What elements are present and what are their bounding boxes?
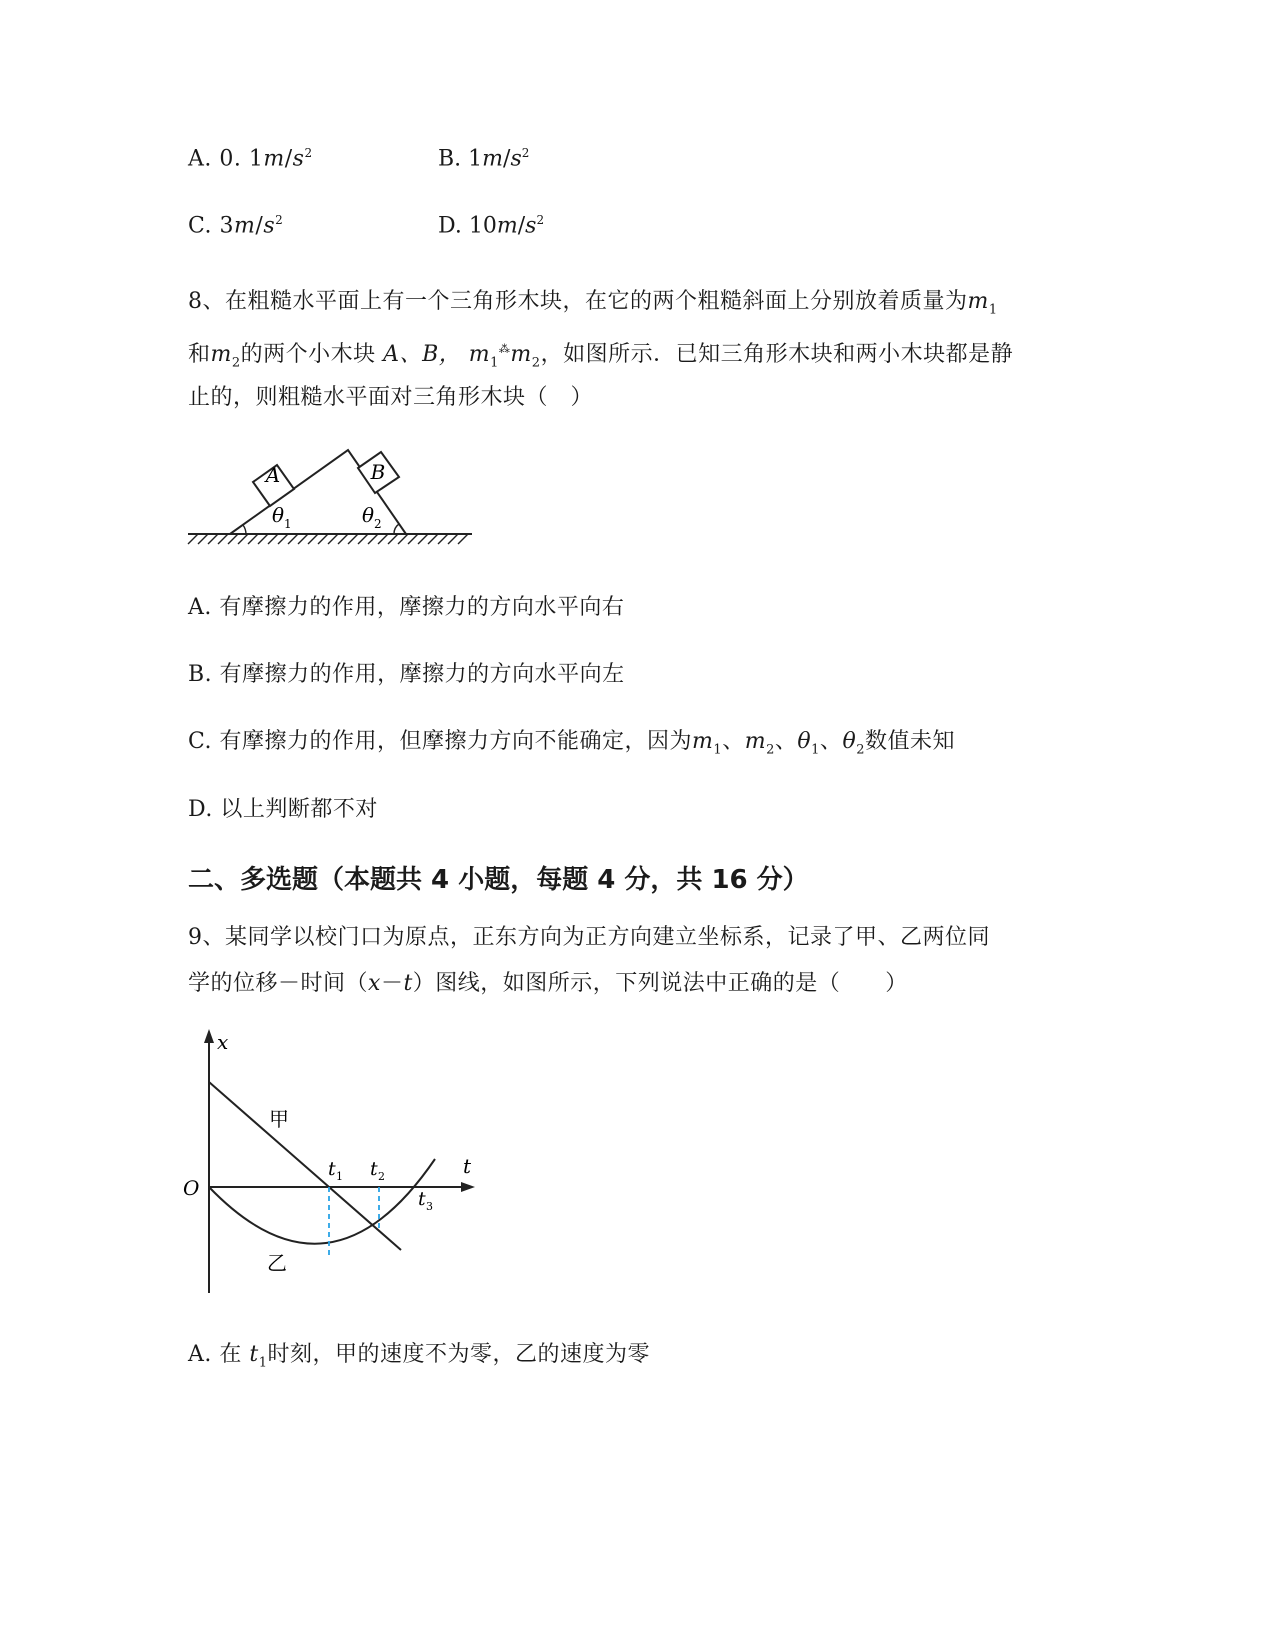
q8-option-d: D. 以上判断都不对: [188, 797, 378, 822]
unit-m: m: [482, 146, 504, 172]
q7-option-b: B. $1m/s^2$: [438, 146, 530, 172]
unit-s: s: [292, 146, 305, 172]
q8-stem-line2-c: ，如图所示．已知三角形木块和两小木块都是静: [540, 342, 1014, 367]
theta2-label: θ: [362, 503, 375, 527]
section-heading: 二、多选题（本题共 4 小题，每题 4 分，共 16 分）: [188, 865, 809, 895]
theta1-var: θ: [797, 729, 812, 754]
t3-label: t: [418, 1188, 426, 1210]
t-axis-label: t: [463, 1154, 472, 1178]
unit-m: m: [496, 213, 518, 239]
block-a-label: A: [265, 463, 281, 487]
x-axis-arrow: [204, 1029, 214, 1043]
unit-exp: 2: [304, 146, 313, 160]
m1-var: m: [692, 729, 714, 754]
t1-sub: 1: [258, 1355, 268, 1371]
q8-stem-line2-b: 的两个小木块: [240, 342, 376, 367]
q7-option-a-text: A. 0. 1: [188, 146, 264, 172]
t1-sub: 1: [336, 1170, 343, 1183]
theta1-label: θ: [272, 503, 285, 527]
q8-stem-line3: 止的，则粗糙水平面对三角形木块（ ）: [188, 385, 594, 410]
unit-exp: 2: [275, 213, 284, 227]
unit-exp: 2: [536, 213, 545, 227]
q9-option-a-prefix: A. 在: [188, 1342, 242, 1367]
theta2-sub: 2: [374, 517, 382, 531]
t1-label: t: [328, 1158, 336, 1180]
sep: 、: [819, 729, 843, 754]
q8-option-c: [188, 724, 955, 757]
q7-option-c: C. $3m/s^2$: [188, 213, 284, 239]
q9-stem-line2-a: 学的位移－时间（: [188, 971, 369, 996]
t-axis-arrow: [461, 1182, 475, 1192]
t2-sub: 2: [378, 1170, 385, 1183]
q9-stem-line1: 9、某同学以校门口为原点，正东方向为正方向建立坐标系，记录了甲、乙两位同: [188, 925, 990, 950]
q7-option-b-text: B. 1: [438, 146, 483, 172]
unit-s: s: [525, 213, 537, 239]
ground-hatching: [188, 534, 468, 544]
blocks-ab: A、B，: [375, 342, 462, 367]
t1-var: t: [249, 1342, 259, 1367]
unit-m: m: [263, 146, 285, 172]
angle-arc-1: [243, 525, 246, 534]
q8-stem-line1-text: 8、在粗糙水平面上有一个三角形木块，在它的两个粗糙斜面上分别放着质量为: [188, 289, 968, 314]
q8-option-c-prefix: C. 有摩擦力的作用，但摩擦力方向不能确定，因为: [188, 729, 693, 754]
q8-stem-line1: [188, 284, 998, 317]
theta1-sub: 1: [811, 742, 820, 758]
theta1-sub: 1: [284, 517, 292, 531]
m2-var: m: [510, 342, 532, 367]
unit-m: m: [234, 213, 256, 239]
q8-option-a: A. 有摩擦力的作用，摩擦力的方向水平向右: [188, 595, 625, 620]
xt-graph: [180, 1025, 490, 1305]
m1-sub: 1: [490, 355, 499, 371]
yi-curve: [209, 1159, 435, 1244]
q9-stem-line2-b: ）图线，如图所示，下列说法中正确的是（ ）: [412, 971, 908, 996]
q7-option-d: D. $10m/s^2$: [438, 213, 545, 239]
q7-option-c-text: C. 3: [188, 213, 235, 239]
m2-sub: 2: [766, 742, 775, 758]
t-var: t: [403, 971, 413, 996]
q9-stem-line2: [188, 966, 908, 997]
origin-label: O: [183, 1176, 200, 1200]
unit-exp: 2: [521, 146, 530, 160]
relation-glyph: ⁂: [498, 342, 511, 356]
q8-stem-line2: [188, 337, 1013, 370]
x-var: x: [368, 971, 381, 996]
theta2-sub: 2: [856, 742, 865, 758]
q9-option-a-suffix: 时刻，甲的速度不为零，乙的速度为零: [267, 1342, 651, 1367]
sep: 、: [722, 729, 745, 754]
m2-sub: 2: [231, 355, 241, 371]
q7-option-d-text: D. 10: [438, 213, 497, 239]
q8-stem-line2-a: 和: [188, 342, 211, 367]
m2-var: m: [744, 729, 767, 754]
theta2-var: θ: [842, 729, 857, 754]
m1-var: m: [468, 342, 491, 367]
block-b-label: B: [370, 460, 386, 484]
jia-label: 甲: [269, 1107, 289, 1131]
q8-option-c-suffix: 数值未知: [864, 729, 955, 754]
m1-sub: 1: [713, 742, 723, 758]
sep: 、: [774, 729, 798, 754]
m2-var: m: [210, 342, 232, 367]
q7-option-a: A. 0. $1m/s^2$: [188, 146, 313, 172]
angle-arc-2: [394, 524, 399, 534]
t2-label: t: [370, 1158, 378, 1180]
m1-var: m: [967, 289, 989, 314]
yi-label: 乙: [267, 1251, 287, 1275]
unit-s: s: [510, 146, 522, 172]
x-axis-label: x: [217, 1030, 229, 1054]
unit-s: s: [263, 213, 276, 239]
incline-figure: [180, 440, 480, 555]
m2-sub: 2: [531, 355, 541, 371]
q9-option-a: [188, 1337, 650, 1370]
q8-option-b: B. 有摩擦力的作用，摩擦力的方向水平向左: [188, 662, 625, 687]
t3-sub: 3: [426, 1200, 433, 1213]
dash: －: [380, 971, 404, 996]
m1-sub: 1: [988, 302, 998, 318]
